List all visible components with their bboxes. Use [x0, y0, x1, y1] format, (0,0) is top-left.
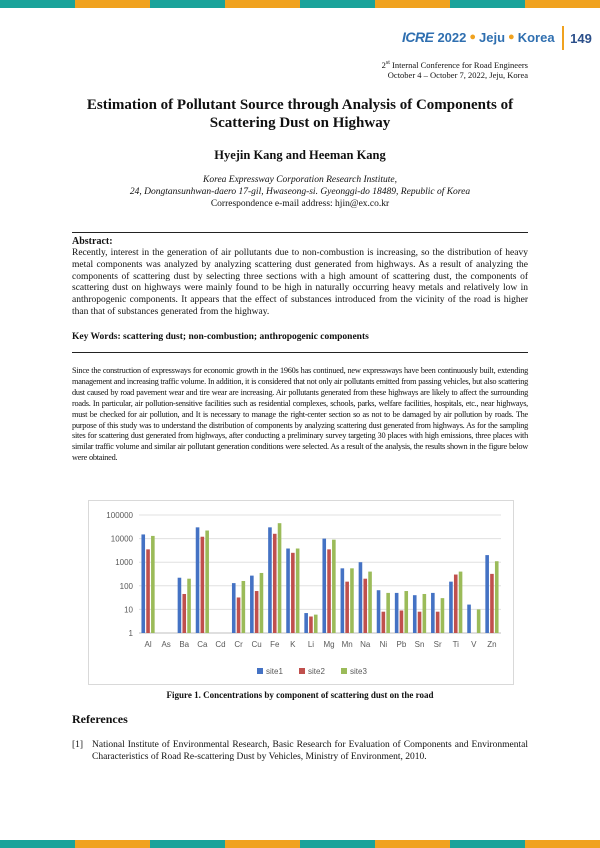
bar	[386, 593, 390, 633]
bar-chart	[89, 501, 513, 684]
figure-caption: Figure 1. Concentrations by component of scattering dust on the road	[166, 690, 434, 700]
bar	[205, 531, 209, 633]
x-tick-label: Cr	[234, 640, 243, 649]
conference-name: Internal Conference for Road Engineers	[389, 59, 528, 70]
bar	[201, 537, 205, 633]
divider	[72, 232, 528, 233]
bar	[332, 540, 336, 633]
conference-logo	[402, 28, 555, 46]
references-heading: References	[72, 712, 128, 726]
top-color-strip	[0, 0, 600, 8]
x-tick-label: Na	[360, 640, 371, 649]
bar	[178, 578, 182, 633]
conference-dates: October 4 – October 7, 2022, Jeju, Korea	[387, 69, 528, 80]
bar	[232, 583, 236, 633]
logo-country: Korea	[517, 29, 555, 45]
bar	[296, 549, 300, 633]
bar	[413, 595, 417, 633]
logo-mark: ICRE	[402, 29, 434, 45]
bar	[368, 572, 372, 633]
bar	[278, 523, 282, 633]
bar	[454, 575, 458, 633]
bar	[327, 549, 331, 633]
legend-swatch	[299, 668, 305, 674]
dot-separator-icon: ●	[508, 31, 515, 43]
bar	[237, 597, 241, 633]
bar	[182, 594, 186, 633]
bar	[485, 555, 489, 633]
bar	[250, 576, 254, 633]
x-tick-label: V	[471, 640, 477, 649]
legend-label: site2	[308, 667, 325, 676]
x-tick-label: Cu	[251, 640, 262, 649]
x-tick-label: Mg	[323, 640, 335, 649]
conference-edition-suffix: st	[385, 60, 390, 66]
legend-swatch	[257, 668, 263, 674]
y-tick-label: 100000	[106, 511, 133, 520]
bar	[436, 612, 440, 633]
bar	[459, 572, 463, 633]
bar	[341, 568, 345, 633]
bar	[400, 610, 404, 633]
x-tick-label: Mn	[341, 640, 353, 649]
affiliation-line-2: 24, Dongtansunhwan-daero 17-gil, Hwaseong-si. Gyeonggi-do 18489, Republic of Korea	[129, 187, 471, 197]
logo-year: 2022	[437, 29, 467, 45]
legend-swatch	[341, 668, 347, 674]
x-tick-label: Sr	[433, 640, 442, 649]
bar	[260, 573, 264, 633]
x-tick-label: Ni	[379, 640, 388, 649]
x-tick-label: Pb	[396, 640, 407, 649]
bar	[395, 593, 399, 633]
abstract-text: Recently, interest in the generation of air pollutants due to non-combustion is increasing, so the distribution of heavy metal components was analyzed by analyzing scattering dust generated from highways. As a result of analyzing the components of scattering dust by selecting three sections with a high amount of scattering dust, the components of scattering dust on highways were mainly found to be high in naturally occurring heavy metals and relatively low in anthropogenic components. It appears that the effect of substances introduced from the vicinity of the road is higher than that of substances generated from the highway.	[72, 248, 528, 317]
bar	[322, 539, 326, 633]
paper-authors: Hyejin Kang and Heeman Kang	[214, 148, 386, 162]
bar	[377, 590, 381, 633]
bar	[309, 617, 313, 633]
x-tick-label: Ca	[197, 640, 208, 649]
bar	[490, 574, 494, 633]
y-tick-label: 10	[124, 605, 133, 615]
bar	[291, 553, 295, 633]
bar	[273, 534, 277, 633]
x-tick-label: Sn	[414, 640, 425, 649]
y-tick-label: 10000	[110, 534, 133, 544]
bar	[495, 561, 499, 633]
x-tick-label: Ti	[452, 640, 459, 649]
bar	[345, 582, 349, 633]
correspondence-email: Correspondence e-mail address: hjin@ex.co.kr	[210, 199, 390, 209]
bar	[404, 591, 408, 633]
bottom-color-strip	[0, 840, 600, 848]
bar	[418, 612, 422, 633]
x-tick-label: Li	[307, 640, 315, 649]
bar	[314, 615, 318, 633]
bar	[196, 527, 200, 633]
legend-label: site1	[266, 667, 283, 676]
keywords: Key Words: scattering dust; non-combustion; anthropogenic components	[72, 332, 369, 342]
reference-item	[72, 739, 528, 763]
bar	[242, 581, 246, 633]
dot-separator-icon: ●	[469, 31, 477, 43]
figure-chart	[88, 500, 514, 685]
bar	[286, 549, 290, 633]
abstract-heading: Abstract:	[72, 236, 113, 247]
bar	[382, 612, 386, 633]
y-tick-label: 1000	[115, 558, 133, 568]
bar	[350, 568, 354, 633]
conference-info	[382, 58, 528, 80]
bar	[359, 562, 363, 633]
legend-label: site3	[350, 667, 367, 676]
x-tick-label: Zn	[487, 640, 497, 649]
body-paragraph: Since the construction of expressways for economic growth in the 1960s has continued, new expressways have been continuously built, extending management and increasing traffic volume. In addition, it is considered that not only air pollutants emitted from passing vehicles, but also scattering dust caused by road pavement wear and tire wear are increasing. Air pollutants generated from these highways are likely to affect the surrounding roads. In particular, air pollution-sensitive facilities such as residential complexes, schools, parks, welfare facilities, hospitals, etc., near highways, must be checked for air pollution, and It is necessary to manage the right-center section so as not to be damaged by air pollution by roads. The purpose of this study was to understand the distribution of components by analyzing scattering dust generated from highways. As for the sampling sites for scattering dust generated from highways, after conducting a preliminary survey targeting 30 places with high emissions, three places with similar traffic volume and similar air pollutant generation conditions were selected. As a result of the analysis, the results shown in the figure below were obtained.	[72, 366, 528, 463]
y-tick-label: 100	[119, 581, 133, 591]
bar	[423, 594, 427, 633]
conference-line-1	[382, 58, 528, 70]
bar	[151, 536, 155, 633]
divider	[72, 352, 528, 353]
bar	[467, 605, 471, 633]
bar	[477, 609, 481, 633]
bar	[187, 579, 191, 633]
conference-edition: 2	[381, 59, 386, 70]
bar	[441, 598, 445, 633]
x-tick-label: Cd	[215, 640, 226, 649]
reference-text: National Institute of Environmental Research, Basic Research for Evaluation of Components and Environmental Characteristics of Road Re-scattering Dust by Vehicles, Ministry of Environment, 2010.	[92, 740, 528, 762]
bar	[268, 527, 272, 633]
page-number: 149	[562, 26, 598, 50]
y-tick-label: 1	[128, 629, 133, 638]
reference-number: [1]	[72, 740, 84, 750]
bar	[431, 593, 435, 633]
affiliation-line-1: Korea Expressway Corporation Research Institute,	[203, 175, 397, 185]
paper-title: Estimation of Pollutant Source through Analysis of Components of Scattering Dust on Highway	[86, 97, 514, 131]
x-tick-label: K	[290, 640, 296, 649]
x-tick-label: As	[161, 640, 171, 649]
bar	[141, 534, 145, 633]
bar	[363, 579, 367, 633]
x-tick-label: Al	[144, 640, 152, 649]
logo-city: Jeju	[479, 29, 506, 45]
x-tick-label: Ba	[179, 640, 190, 649]
bar	[304, 613, 308, 633]
bar	[146, 549, 150, 633]
bar	[255, 591, 259, 633]
x-tick-label: Fe	[270, 640, 280, 649]
bar	[449, 582, 453, 633]
affiliation-block	[72, 174, 528, 210]
